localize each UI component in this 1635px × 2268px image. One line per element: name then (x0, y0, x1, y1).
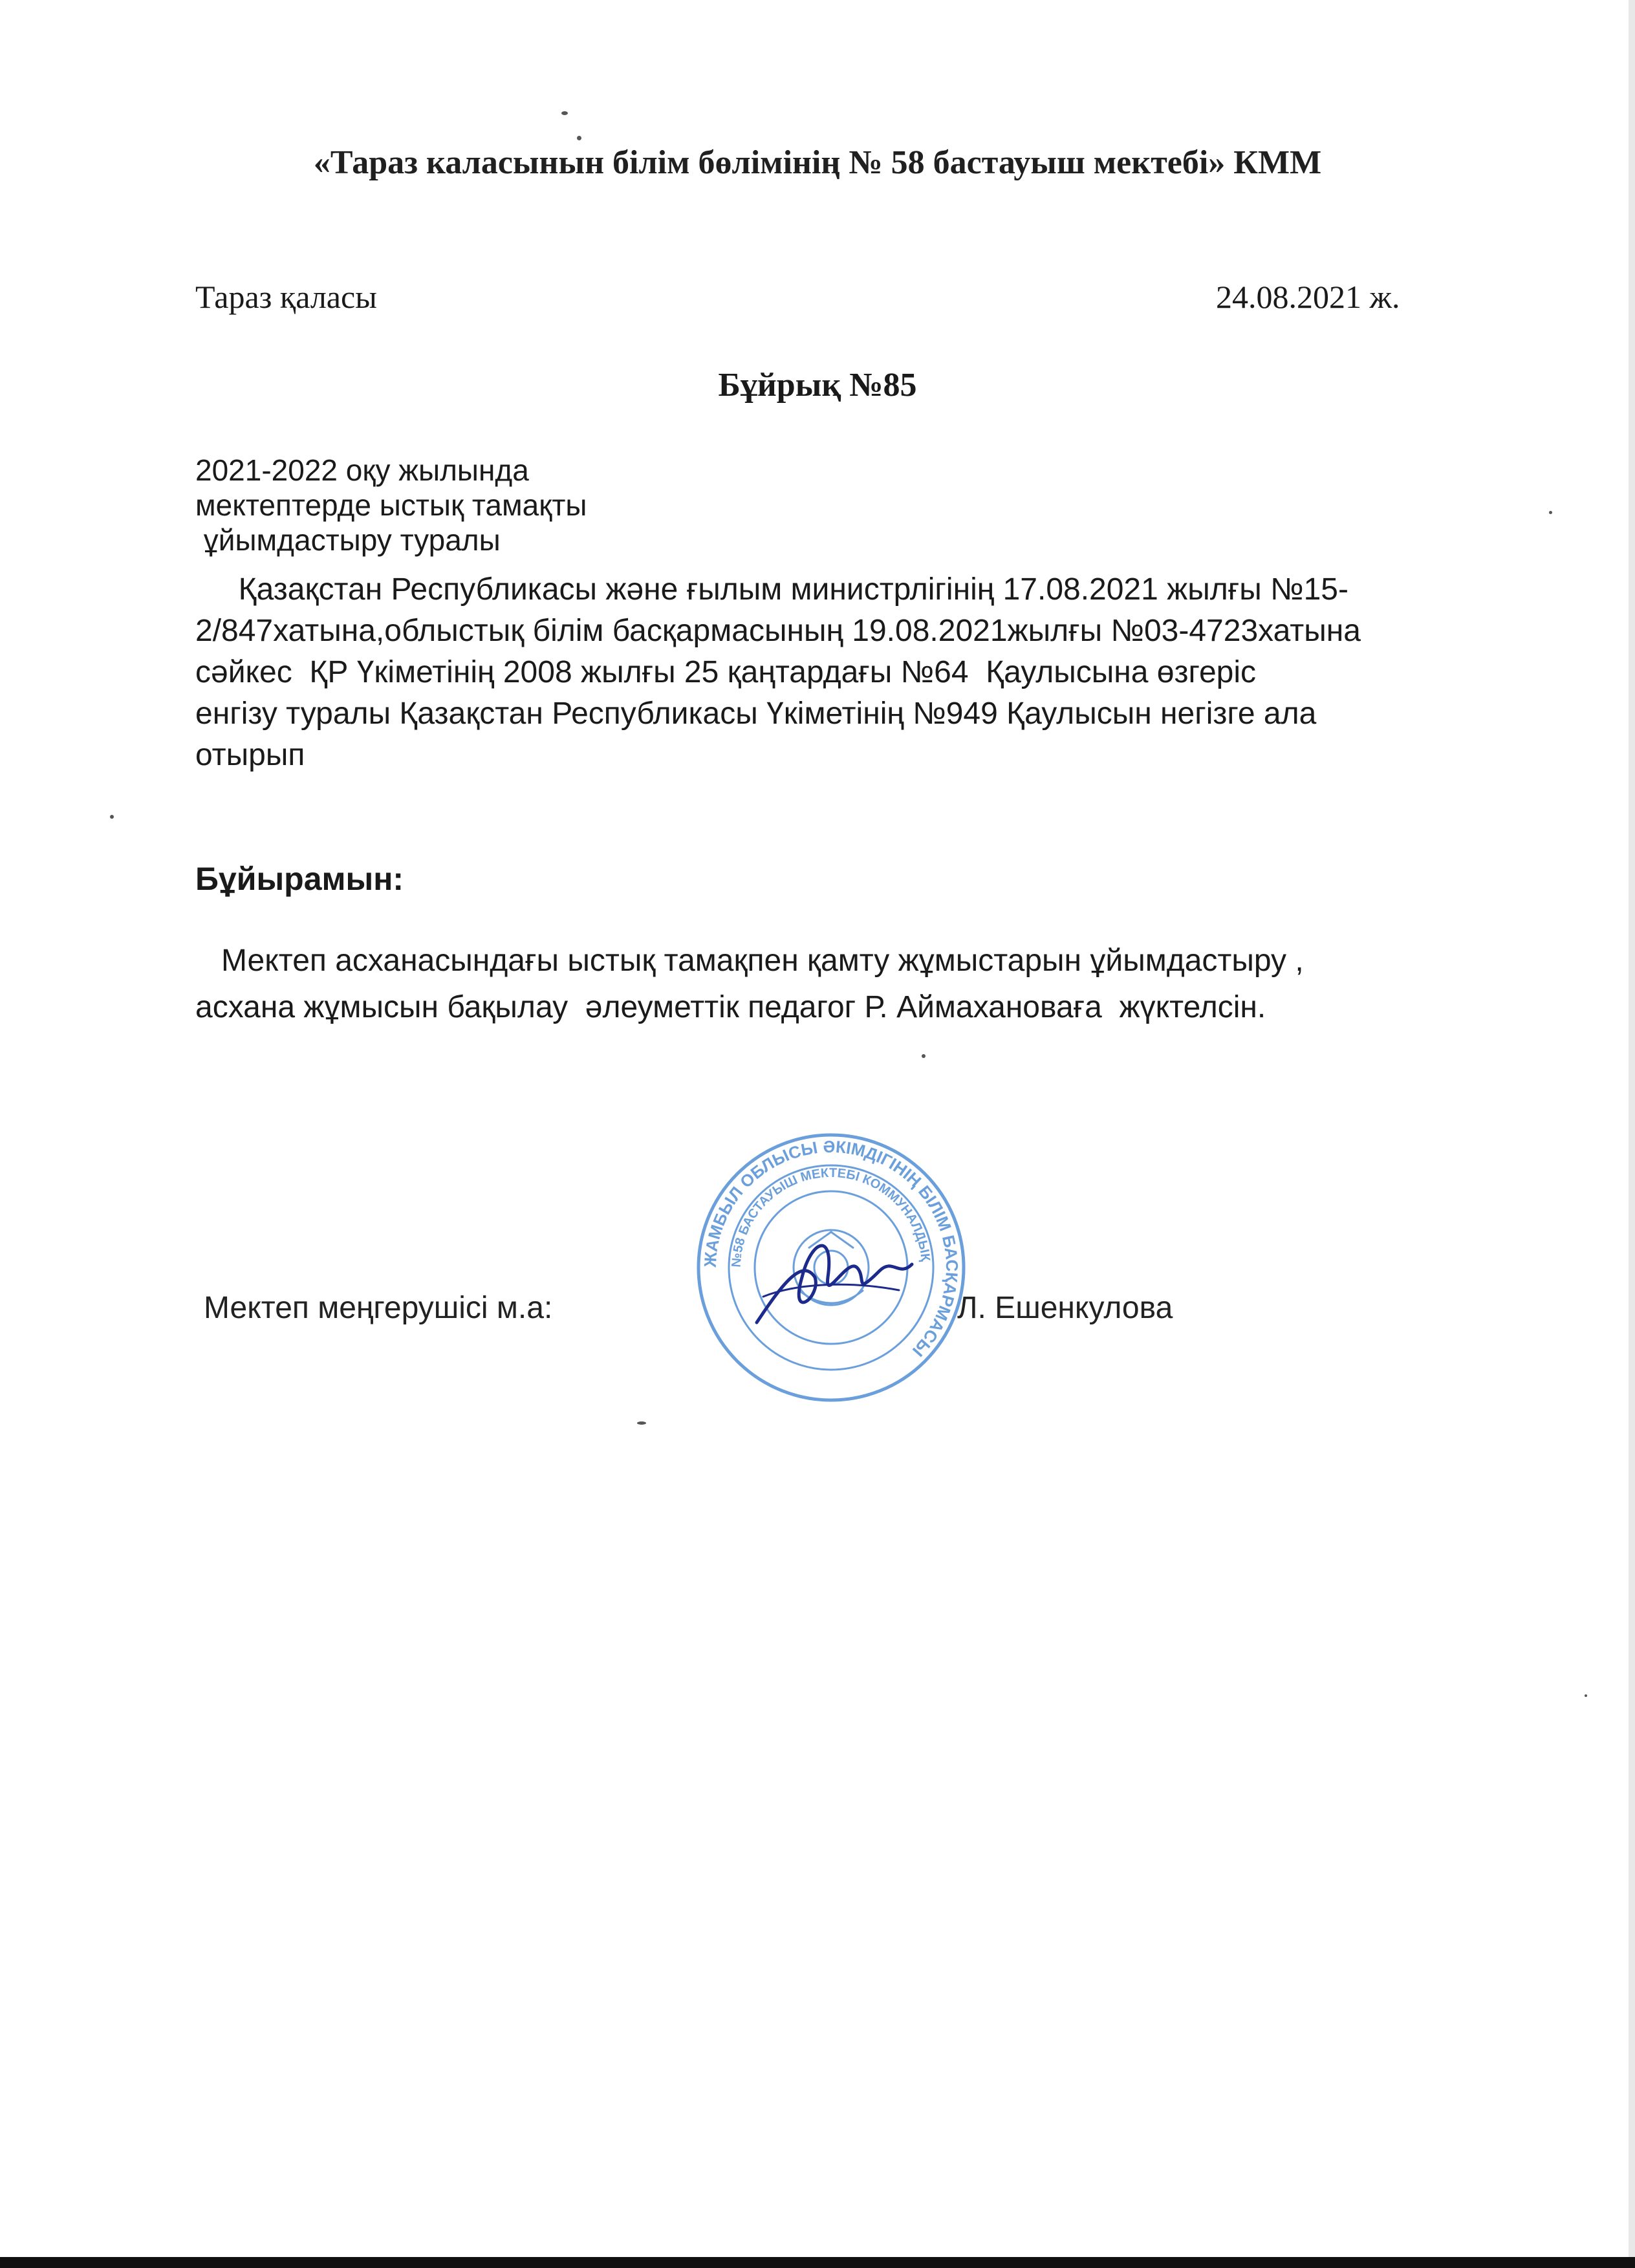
scan-bottom-edge (0, 2257, 1635, 2268)
instruction-line: Мектеп асханасындағы ыстық тамақпен қамту жұмыстарын ұйымдастыру , (195, 944, 1304, 978)
preamble-line: сәйкес ҚР Үкіметінің 2008 жылғы 25 қаңтардағы №64 Қаулысына өзгеріс (195, 655, 1257, 689)
official-stamp (692, 1129, 970, 1407)
document-date: 24.08.2021 ж. (1216, 279, 1400, 315)
subject-line: 2021-2022 оқу жылында (195, 453, 529, 487)
subject-line: мектептерде ыстық тамақты (195, 488, 587, 522)
preamble-line: Қазақстан Республикасы және ғылым министрлігінің 17.08.2021 жылғы №15- (195, 572, 1348, 607)
preamble-line: енгізу туралы Қазақстан Республикасы Үкіметінің №949 Қаулысын негізге ала (195, 697, 1317, 731)
order-subject (195, 453, 587, 557)
stamp-inner-text: №58 БАСТАУЫШ МЕКТЕБІ КОММУНАЛДЫҚ (729, 1165, 933, 1268)
document-header: «Тараз каласынын білім бөлімінің № 58 бастауыш мектебі» КММ (313, 144, 1322, 181)
stamp-outer-text: ЖАМБЫЛ ОБЛЫСЫ ӘКІМДІГІНІҢ БІЛІМ БАСҚАРМАСЫ (700, 1136, 962, 1361)
order-title: Бұйрық №85 (718, 367, 917, 404)
instruction-line: асхана жұмысын бақылау әлеуметтік педагог Р. Аймахановаға жүктелсін. (195, 990, 1266, 1024)
city-label: Тараз қаласы (195, 279, 377, 315)
preamble-line: отырып (195, 738, 305, 772)
scan-speck (922, 1054, 926, 1058)
scan-speck (637, 1421, 646, 1425)
subject-line: ұйымдастыру туралы (195, 523, 501, 557)
signer-title: Мектеп меңгерушісі м.а: (204, 1291, 553, 1325)
scan-speck (1549, 511, 1552, 514)
scan-speck (577, 136, 581, 140)
orders-label: Бұйырамын: (195, 861, 404, 897)
instruction-paragraph (195, 938, 1304, 1031)
preamble-paragraph (195, 569, 1489, 776)
scan-edge (1629, 0, 1635, 2268)
signer-name: Л. Ешенкулова (957, 1291, 1173, 1325)
preamble-line: 2/847хатына,облыстық білім басқармасының 19.08.2021жылғы №03-4723хатына (195, 614, 1361, 648)
scan-speck (561, 111, 568, 115)
scan-speck (1585, 1694, 1587, 1697)
scan-speck (110, 815, 114, 819)
